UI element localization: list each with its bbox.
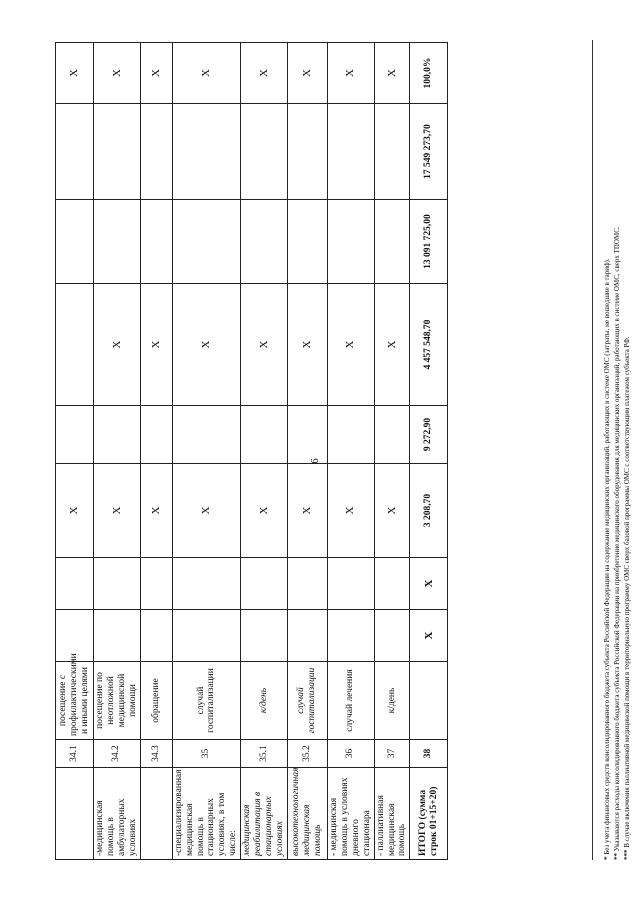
table-cell-c10 bbox=[140, 104, 172, 200]
table-cell-c10 bbox=[56, 104, 94, 200]
table-cell-c11: X bbox=[327, 43, 374, 104]
footnote-1-text: Без учета финансовых средств консолидированного бюджета субъекта Российской Федерации на содержание медицинских организаций, работающих в системе ОМС (затраты, не вошедшие в тариф). bbox=[603, 258, 611, 855]
table-cell-c4: X bbox=[410, 610, 448, 662]
table-cell-c8: X bbox=[287, 284, 327, 406]
table-cell-c4 bbox=[327, 610, 374, 662]
table-cell-c7 bbox=[327, 406, 374, 464]
table-cell-unit: к/день bbox=[374, 662, 410, 740]
table-cell-c6: X bbox=[374, 464, 410, 558]
table-cell-c4 bbox=[140, 610, 172, 662]
table-cell-name: -медицинская помощь в амбулаторных условиях bbox=[94, 768, 141, 860]
table-cell-c8: X bbox=[140, 284, 172, 406]
table-cell-unit: случай лечения bbox=[327, 662, 374, 740]
table-cell-c7 bbox=[140, 406, 172, 464]
table-cell-c5 bbox=[56, 558, 94, 610]
table-cell-c11: X bbox=[140, 43, 172, 104]
table-row bbox=[241, 43, 288, 860]
footnote-3 bbox=[624, 40, 632, 860]
table-cell-c11: X bbox=[374, 43, 410, 104]
table-cell-line: 35.1 bbox=[241, 740, 288, 768]
table-cell-c7 bbox=[172, 406, 241, 464]
table-cell-c10 bbox=[94, 104, 141, 200]
table-cell-c9 bbox=[287, 200, 327, 284]
table-cell-name bbox=[56, 768, 94, 860]
table-cell-c11: X bbox=[94, 43, 141, 104]
divider-line bbox=[592, 40, 593, 860]
table-cell-name: ИТОГО (сумма строк 01+15+20) bbox=[410, 768, 448, 860]
table-cell-unit: случай госпитализации bbox=[287, 662, 327, 740]
table-cell-c10 bbox=[241, 104, 288, 200]
table-cell-c9 bbox=[172, 200, 241, 284]
table-cell-c7: 9 272,90 bbox=[410, 406, 448, 464]
table-cell-unit: случай госпитализации bbox=[172, 662, 241, 740]
table-cell-c6: X bbox=[94, 464, 141, 558]
table-cell-c4 bbox=[374, 610, 410, 662]
table-cell-line: 34.2 bbox=[94, 740, 141, 768]
table-cell-c10 bbox=[172, 104, 241, 200]
footnote-1-mark: * bbox=[603, 856, 611, 860]
footnote-2-mark: ** bbox=[613, 853, 621, 860]
table-cell-c5 bbox=[172, 558, 241, 610]
table-cell-c10: 17 549 273,70 bbox=[410, 104, 448, 200]
table-cell-c5 bbox=[287, 558, 327, 610]
table-row bbox=[287, 43, 327, 860]
table-row bbox=[374, 43, 410, 860]
table-cell-line: 35.2 bbox=[287, 740, 327, 768]
table-cell-c7 bbox=[241, 406, 288, 464]
table-cell-c4 bbox=[241, 610, 288, 662]
table-cell-name bbox=[140, 768, 172, 860]
table-cell-c7 bbox=[374, 406, 410, 464]
table-cell-c9 bbox=[241, 200, 288, 284]
table-cell-c6: X bbox=[172, 464, 241, 558]
table-cell-c6: X bbox=[241, 464, 288, 558]
table-cell-c8: X bbox=[94, 284, 141, 406]
table-cell-c8: X bbox=[327, 284, 374, 406]
table-cell-c8: X bbox=[241, 284, 288, 406]
table-cell-c7 bbox=[287, 406, 327, 464]
table-cell-line: 38 bbox=[410, 740, 448, 768]
table-cell-c4 bbox=[94, 610, 141, 662]
table-cell-name: - паллиативная медицинская помощь bbox=[374, 768, 410, 860]
table-cell-unit: обращение bbox=[140, 662, 172, 740]
table-cell-c8 bbox=[56, 284, 94, 406]
table-cell-line: 35 bbox=[172, 740, 241, 768]
table-row bbox=[56, 43, 94, 860]
table-cell-c4 bbox=[172, 610, 241, 662]
table-cell-c5 bbox=[94, 558, 141, 610]
table-cell-c5: X bbox=[410, 558, 448, 610]
table-cell-line: 36 bbox=[327, 740, 374, 768]
table-cell-c6: X bbox=[140, 464, 172, 558]
table-cell-unit bbox=[410, 662, 448, 740]
table-cell-name: медицинская реабилитация в стационарных условиях bbox=[241, 768, 288, 860]
table-cell-c5 bbox=[241, 558, 288, 610]
table-cell-line: 34.1 bbox=[56, 740, 94, 768]
footnote-2-text: Указываются расходы консолидированного бюджета субъекта Российской Федерации на приобретение медицинского оборудования для медицинских организаций, работающих в системе ОМС, сверх ТПОМС. bbox=[613, 226, 621, 852]
table-cell-unit: к/день bbox=[241, 662, 288, 740]
table-cell-c7 bbox=[94, 406, 141, 464]
table-cell-line: 34.3 bbox=[140, 740, 172, 768]
table-cell-c9 bbox=[94, 200, 141, 284]
table-cell-c9 bbox=[374, 200, 410, 284]
table-cell-c11: X bbox=[172, 43, 241, 104]
page-number: 6 bbox=[308, 458, 321, 464]
table-cell-c10 bbox=[374, 104, 410, 200]
table-cell-c11: X bbox=[241, 43, 288, 104]
table-cell-c9 bbox=[140, 200, 172, 284]
table-row bbox=[172, 43, 241, 860]
table-row bbox=[327, 43, 374, 860]
table-cell-c11: X bbox=[287, 43, 327, 104]
table-cell-c9: 13 091 725,00 bbox=[410, 200, 448, 284]
table-cell-c4 bbox=[287, 610, 327, 662]
table-cell-c6: X bbox=[327, 464, 374, 558]
table-cell-unit: посещение по неотложной медицинской помощи bbox=[94, 662, 141, 740]
footnote-3-text: В случае включения паллиативной медицинской помощи в территориальную программу ОМС сверх базовой программы ОМС с соответствующим платежом субъекта РФ. bbox=[623, 336, 631, 848]
footnote-2 bbox=[614, 40, 622, 860]
table-cell-c8: 4 457 548,70 bbox=[410, 284, 448, 406]
table-cell-c9 bbox=[327, 200, 374, 284]
table-cell-c5 bbox=[374, 558, 410, 610]
table-cell-unit: посещение с профилактическими и иными целями bbox=[56, 662, 94, 740]
table-cell-c9 bbox=[56, 200, 94, 284]
table-cell-line: 37 bbox=[374, 740, 410, 768]
footnote-3-mark: *** bbox=[623, 849, 631, 860]
table-row bbox=[94, 43, 141, 860]
table-cell-c11: X bbox=[56, 43, 94, 104]
table-cell-c11: 100,0% bbox=[410, 43, 448, 104]
table-row bbox=[140, 43, 172, 860]
table-cell-c6: X bbox=[56, 464, 94, 558]
financing-table bbox=[55, 42, 448, 860]
table-cell-c8: X bbox=[172, 284, 241, 406]
table-cell-c8: X bbox=[374, 284, 410, 406]
table-cell-c5 bbox=[140, 558, 172, 610]
footnote-1 bbox=[604, 40, 612, 860]
table-cell-name: -специализированная медицинская помощь в стационарных условиях, в том числе: bbox=[172, 768, 241, 860]
table-cell-c6: X bbox=[287, 464, 327, 558]
table-body bbox=[56, 43, 448, 860]
table-cell-c7 bbox=[56, 406, 94, 464]
table-cell-c6: 3 208,70 bbox=[410, 464, 448, 558]
table-cell-c5 bbox=[327, 558, 374, 610]
table-cell-name: высокотехнологичная медицинская помощь bbox=[287, 768, 327, 860]
table-row bbox=[410, 43, 448, 860]
table-cell-name: - медицинская помощь в условиях дневного стационара bbox=[327, 768, 374, 860]
table-cell-c10 bbox=[287, 104, 327, 200]
table-cell-c10 bbox=[327, 104, 374, 200]
